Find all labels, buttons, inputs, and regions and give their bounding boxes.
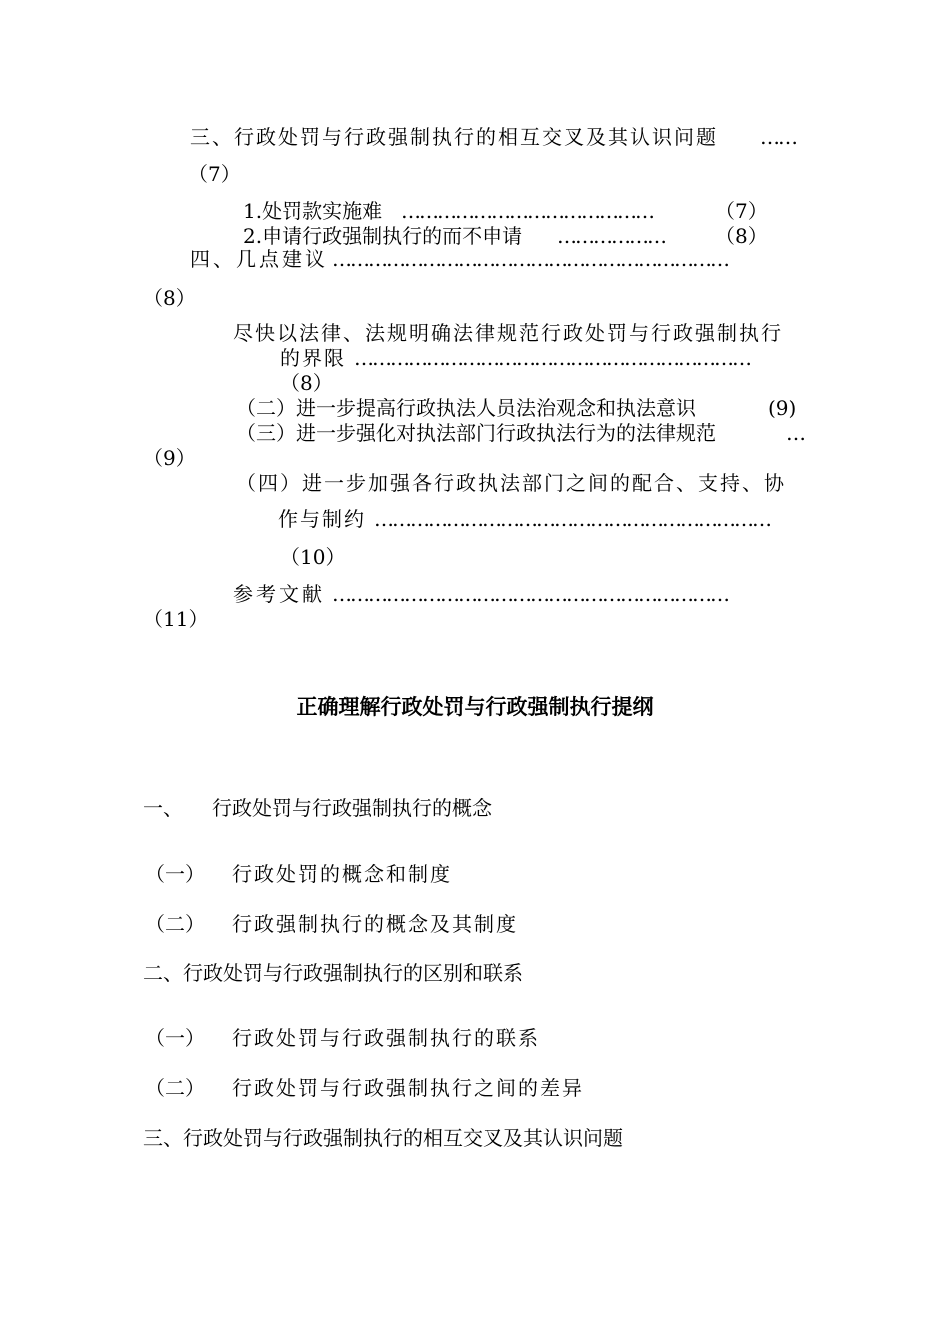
toc-item-3-page: （7） (188, 162, 241, 186)
outline-title: 正确理解行政处罚与行政强制执行提纲 (296, 694, 654, 719)
toc-item-4: 四、几点建议 (190, 247, 328, 271)
toc-item-4-2-page: (9) (768, 396, 797, 420)
toc-item-3: 三、行政处罚与行政强制执行的相互交叉及其认识问题 (190, 125, 718, 149)
outline-s2-2-number: （二） (145, 1076, 205, 1100)
outline-s2-2-heading: 行政处罚与行政强制执行之间的差异 (232, 1076, 584, 1100)
toc-item-4-1-leader: ………………………………………………………… (354, 346, 750, 370)
outline-s1-1-heading: 行政处罚的概念和制度 (232, 862, 452, 886)
toc-item-3-1-page: （7） (715, 199, 768, 223)
toc-item-4-4-leader: ………………………………………………………… (374, 507, 770, 531)
toc-item-3-1-leader: …………………………………… (401, 199, 653, 223)
outline-s3-heading: 三、行政处罚与行政强制执行的相互交叉及其认识问题 (143, 1126, 623, 1150)
toc-item-4-1-line1: 尽快以法律、法规明确法律规范行政处罚与行政强制执行 (233, 321, 783, 345)
toc-references-page: （11） (143, 607, 209, 631)
toc-item-4-3-page: （9） (143, 446, 196, 470)
toc-references-leader: ………………………………………………………… (332, 582, 728, 606)
outline-s2-heading: 二、行政处罚与行政强制执行的区别和联系 (143, 961, 523, 985)
toc-item-3-2-leader: ……………… (557, 224, 665, 248)
outline-s1-1-number: （一） (145, 862, 205, 886)
toc-item-4-leader: ………………………………………………………… (332, 247, 728, 271)
outline-s1-2-heading: 行政强制执行的概念及其制度 (232, 912, 518, 936)
outline-s2-1-heading: 行政处罚与行政强制执行的联系 (232, 1026, 540, 1050)
toc-item-4-4-line2: 作与制约 (278, 507, 366, 531)
outline-s1-heading: 行政处罚与行政强制执行的概念 (212, 796, 492, 820)
toc-item-3-2-page: （8） (715, 224, 768, 248)
toc-item-4-3: （三）进一步强化对执法部门行政执法行为的法律规范 (236, 421, 716, 445)
toc-item-3-2: 2.申请行政强制执行的而不申请 (243, 224, 523, 248)
outline-s1-number: 一、 (143, 796, 183, 820)
toc-item-4-page: （8） (143, 286, 196, 310)
toc-references: 参考文献 (233, 582, 325, 606)
toc-item-4-1-line2: 的界限 (280, 346, 346, 370)
toc-item-4-4-page: （10） (280, 545, 346, 569)
toc-item-3-leader: …… (760, 125, 796, 149)
toc-item-4-1-page: （8） (280, 371, 333, 395)
toc-item-4-2: （二）进一步提高行政执法人员法治观念和执法意识 (236, 396, 696, 420)
toc-item-3-1: 1.处罚款实施难 (243, 199, 383, 223)
toc-item-4-3-leader: … (786, 421, 804, 445)
toc-item-4-4-line1: （四）进一步加强各行政执法部门之间的配合、支持、协 (236, 471, 786, 495)
outline-s2-1-number: （一） (145, 1026, 205, 1050)
outline-s1-2-number: （二） (145, 912, 205, 936)
